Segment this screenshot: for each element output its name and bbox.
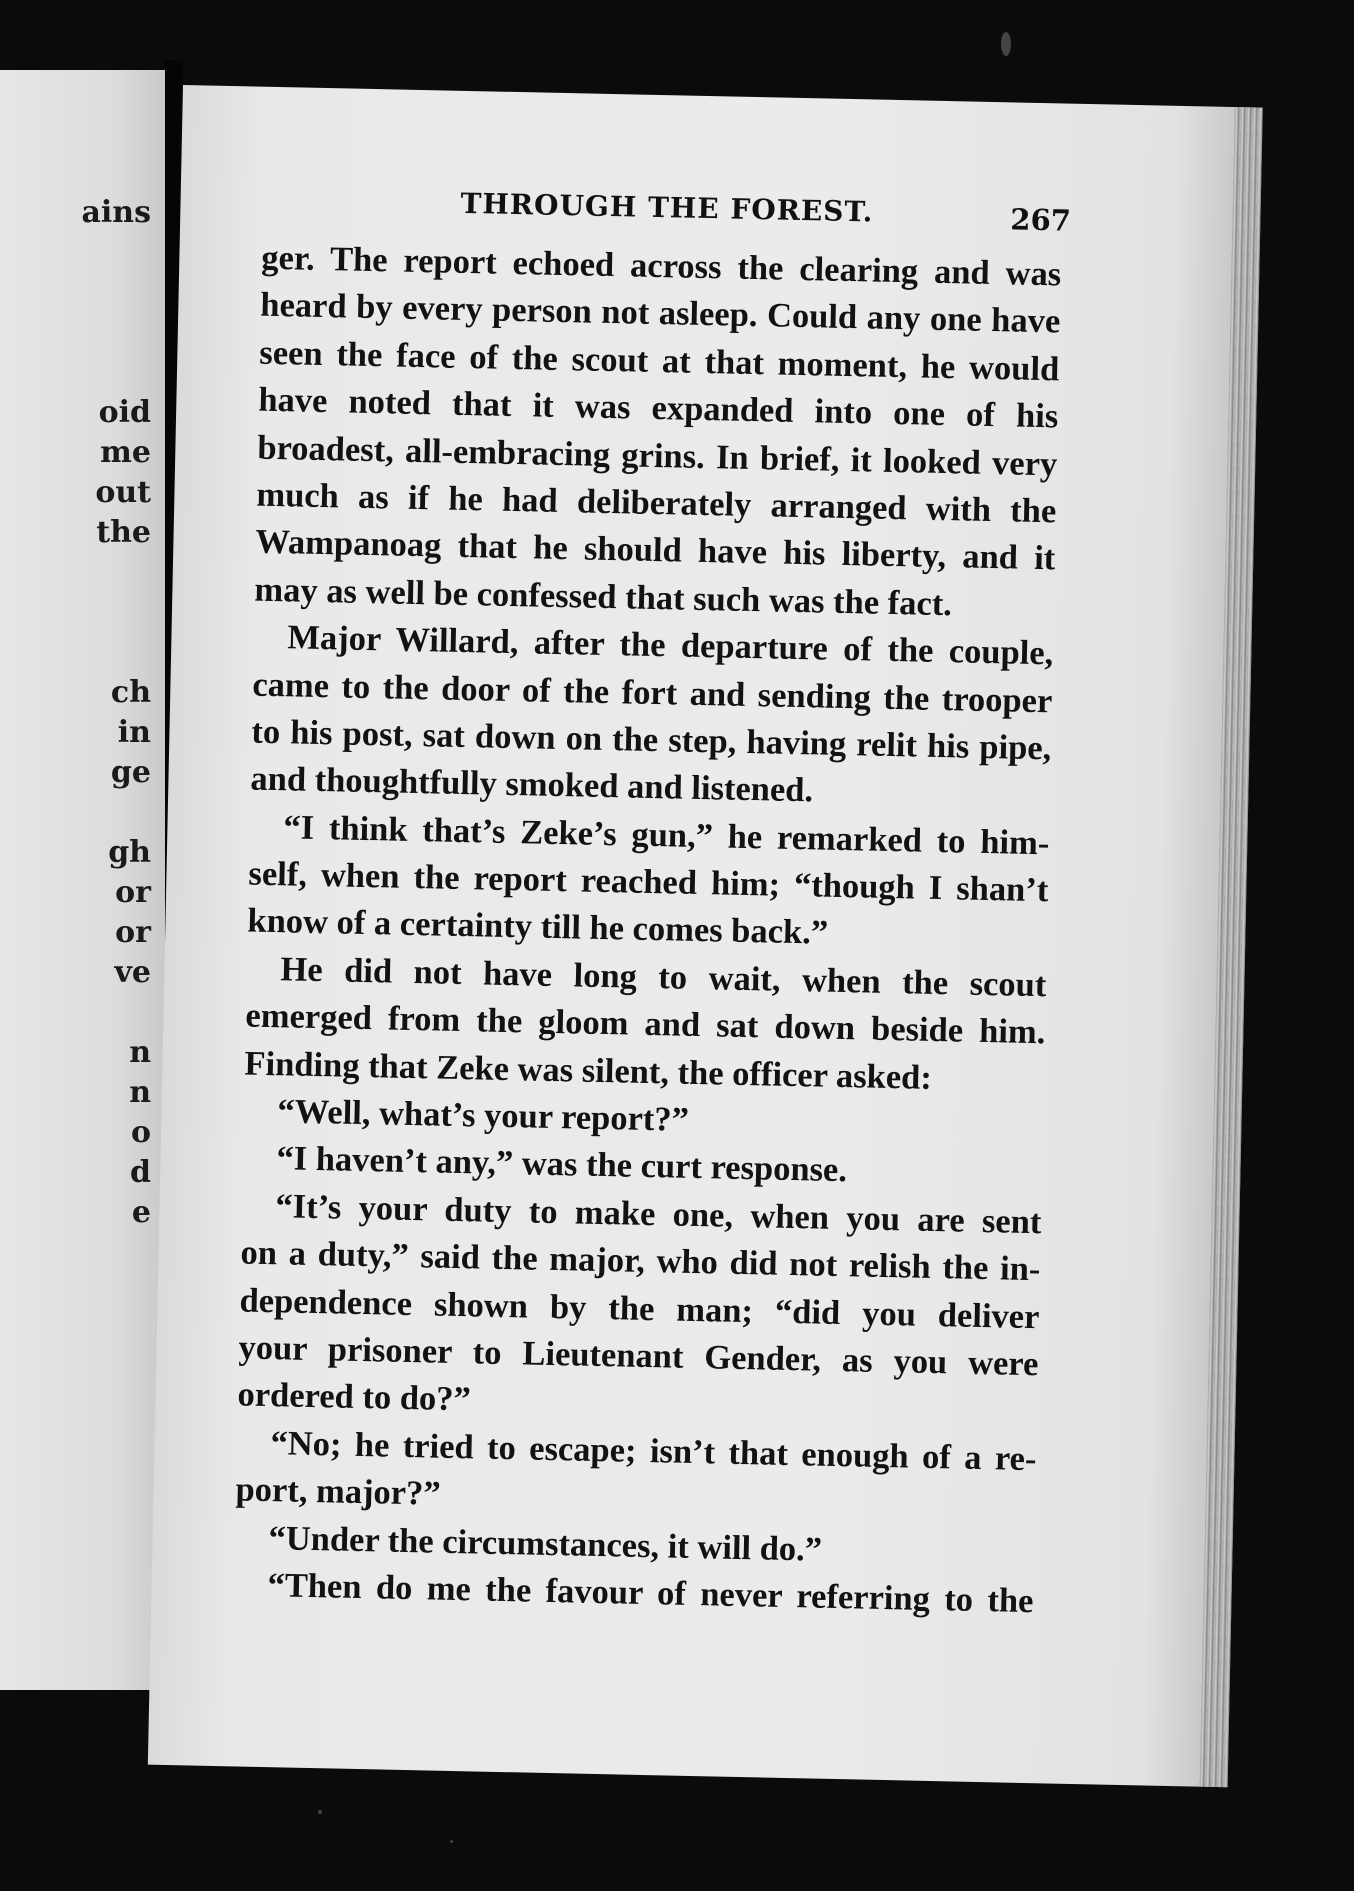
left-page-fragment: ch bbox=[110, 675, 151, 710]
left-page-fragment: out bbox=[95, 475, 151, 510]
left-page-fragment: ge bbox=[110, 755, 151, 790]
book-page bbox=[148, 85, 1263, 1787]
left-page-fragment: me bbox=[100, 435, 151, 470]
text-line: broadest, all-embracing grins. In brief, it looked very bbox=[257, 428, 1058, 483]
left-page-fragment: or bbox=[115, 915, 151, 950]
left-page-fragment: n bbox=[129, 1035, 151, 1070]
text-line: and thoughtfully smoked and listened. bbox=[250, 759, 814, 810]
previous-page-fragment bbox=[0, 70, 165, 1690]
left-page-fragment: the bbox=[96, 515, 151, 550]
text-line: Major Willard, after the departure of the couple, bbox=[287, 618, 1054, 673]
text-line: port, major?” bbox=[235, 1470, 441, 1513]
text-line: much as if he had deliberately arranged with the bbox=[256, 475, 1057, 531]
text-line: came to the door of the fort and sending the trooper bbox=[252, 665, 1053, 720]
text-line: dependence shown by the man; “did you deliver bbox=[239, 1281, 1040, 1336]
text-line: your prisoner to Lieutenant Gender, as you were bbox=[238, 1328, 1039, 1384]
left-page-fragment: or bbox=[115, 875, 151, 910]
text-line: “No; he tried to escape; isn’t that enough of a re- bbox=[270, 1423, 1037, 1478]
text-line: Finding that Zeke was silent, the officer asked: bbox=[244, 1044, 933, 1097]
text-line: ger. The report echoed across the clearing and was bbox=[261, 238, 1062, 294]
text-line: Wampanoag that he should have his liberty, and it bbox=[255, 522, 1056, 578]
text-line: seen the face of the scout at that moment, he would bbox=[259, 333, 1060, 389]
text-line: “Under the circumstances, it will do.” bbox=[268, 1518, 823, 1569]
page-number: 267 bbox=[1010, 202, 1072, 238]
left-page-fragment: ve bbox=[114, 955, 151, 990]
text-line: heard by every person not asleep. Could any one have bbox=[260, 286, 1061, 341]
left-page-fragment: in bbox=[117, 715, 151, 750]
ink-speck bbox=[318, 1810, 322, 1814]
body-text bbox=[233, 235, 1062, 1626]
text-line: on a duty,” said the major, who did not relish the in- bbox=[240, 1233, 1041, 1289]
text-line: ordered to do?” bbox=[237, 1375, 472, 1419]
text-line: have noted that it was expanded into one of his bbox=[258, 380, 1059, 436]
text-line: emerged from the gloom and sat down beside him. bbox=[245, 996, 1046, 1052]
text-line: “I think that’s Zeke’s gun,” he remarked to him- bbox=[283, 807, 1050, 862]
ink-speck bbox=[1001, 32, 1011, 56]
left-page-fragment: o bbox=[130, 1115, 151, 1150]
text-line: may as well be confessed that such was the fact. bbox=[254, 570, 953, 623]
text-line: He did not have long to wait, when the scout bbox=[280, 950, 1047, 1005]
text-line: self, when the report reached him; “though I shan’t bbox=[248, 854, 1049, 910]
text-line: “Well, what’s your report?” bbox=[277, 1092, 690, 1139]
left-page-fragment: e bbox=[131, 1195, 151, 1230]
left-page-fragment: gh bbox=[108, 835, 151, 870]
text-line: know of a certainty till he comes back.” bbox=[247, 902, 829, 953]
left-page-fragment: d bbox=[130, 1155, 151, 1190]
page-edge-stack bbox=[1200, 107, 1263, 1787]
left-page-fragment: n bbox=[129, 1075, 151, 1110]
left-page-fragment: ains bbox=[81, 195, 151, 230]
text-line: “I haven’t any,” was the curt response. bbox=[276, 1139, 848, 1190]
running-head: THROUGH THE FOREST. bbox=[460, 186, 874, 229]
left-page-fragment: oid bbox=[98, 395, 151, 430]
ink-speck bbox=[450, 1840, 453, 1843]
text-line: “Then do me the favour of never referring to the bbox=[267, 1566, 1034, 1621]
text-line: “It’s your duty to make one, when you are sent bbox=[275, 1187, 1042, 1242]
text-line: to his post, sat down on the step, having relit his pipe, bbox=[251, 712, 1052, 768]
